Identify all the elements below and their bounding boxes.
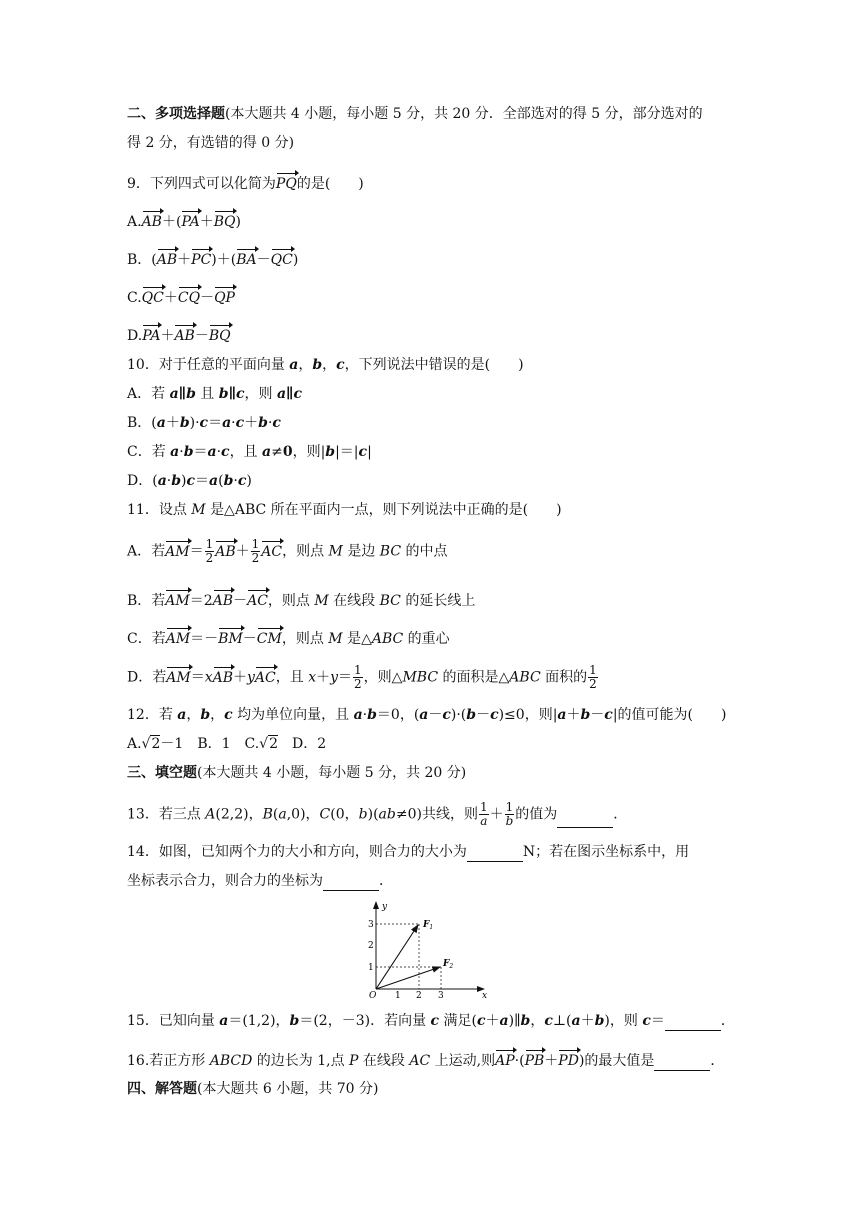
- x-tick-1: 1: [395, 991, 401, 1000]
- x-axis-label: x: [482, 991, 488, 1000]
- y-tick-3: 3: [368, 920, 374, 930]
- force-2-label: $F_2$: [443, 959, 454, 970]
- x-tick-3: 3: [438, 991, 444, 1000]
- question-10-option-c: C．若 a·b＝a·c，且 a≠0，则|b|＝|c|: [127, 444, 372, 460]
- answer-blank: [467, 847, 523, 862]
- section-3-title: 三、填空题: [127, 765, 197, 781]
- question-9-option-c: C.QC＋CQ－QP: [127, 286, 235, 308]
- section-3-desc: (本大题共 4 小题，每小题 5 分，共 20 分): [197, 765, 467, 781]
- question-11-stem: 11．设点 M 是△ABC 所在平面内一点，则下列说法中正确的是( ): [127, 502, 562, 518]
- section-3-header: [127, 763, 466, 783]
- question-9-option-d: D.PA＋AB－BQ: [127, 324, 231, 346]
- question-11-option-d: D．若AM＝xAB＋yAC，且 x＋y＝ $\frac{1}{2}$ ，则△MBC 的面积是△ABC 面积的 $\frac{1}{2}$: [127, 663, 597, 691]
- question-10-option-b: B．(a＋b)·c＝a·c＋b·c: [127, 415, 281, 431]
- y-tick-1: 1: [368, 963, 374, 973]
- question-11-option-c: C．若AM＝－BM－CM，则点 M 是△ABC 的重心: [127, 627, 450, 649]
- section-4-header: [127, 1079, 378, 1099]
- guide-lines: [376, 924, 441, 989]
- section-4-desc: (本大题共 6 小题，共 70 分): [197, 1081, 379, 1097]
- force-2-vector: [376, 967, 440, 989]
- question-9-option-a: A.AB＋(PA＋BQ): [127, 210, 241, 232]
- section-2-desc-line1: (本大题共 4 小题，每小题 5 分，共 20 分．全部选对的得 5 分，部分选对的: [225, 106, 703, 122]
- origin-label: O: [369, 991, 377, 1000]
- answer-blank: [557, 813, 613, 828]
- question-14-line1: 14．如图，已知两个力的大小和方向，则合力的大小为 N；若在图示坐标系中，用: [127, 844, 690, 860]
- section-4-title: 四、解答题: [127, 1081, 197, 1097]
- question-15-stem: 15．已知向量 a＝(1,2)，b＝(2，－3)．若向量 c 满足(c＋a)∥b，c⊥(a＋b)，则 c＝ ．: [127, 1013, 735, 1029]
- question-11-option-b: B．若AM＝2AB－AC，则点 M 在线段 BC 的延长线上: [127, 589, 475, 611]
- question-10-option-d: D．(a·b)c＝a(b·c): [127, 473, 252, 489]
- question-10-option-a: A．若 a∥b 且 b∥c，则 a∥c: [127, 386, 302, 402]
- answer-blank: [665, 1016, 721, 1031]
- question-12-stem: 12．若 a，b，c 均为单位向量，且 a·b＝0，(a－c)·(b－c)≤0，则|a＋b－c|的值可能为( ): [127, 707, 727, 723]
- force-1-vector: [376, 925, 418, 989]
- section-2-desc-line2: 得 2 分，有选错的得 0 分): [127, 135, 295, 151]
- question-13-stem: 13．若三点 A(2,2)，B(a,0)，C(0，b)(ab≠0)共线，则 $\frac{1}{a}$ ＋ $\frac{1}{b}$ 的值为 ．: [127, 800, 628, 828]
- force-1-label: $F_1$: [423, 920, 434, 931]
- question-12-options: A.√2－1 B．1 C.√2 D．2: [127, 736, 327, 752]
- y-axis-label: y: [382, 902, 388, 912]
- x-tick-2: 2: [416, 991, 422, 1000]
- question-14-line2: 坐标表示合力，则合力的坐标为 ．: [127, 873, 393, 889]
- answer-blank: [654, 1056, 710, 1071]
- y-tick-2: 2: [368, 941, 374, 951]
- question-9-option-b: B．(AB＋PC)＋(BA－QC): [127, 248, 298, 270]
- question-11-option-a: A．若AM＝ $\frac{1}{2}$ AB＋ $\frac{1}{2}$ AC，则点 M 是边 BC 的中点: [127, 537, 448, 565]
- question-10-stem: 10．对于任意的平面向量 a，b，c，下列说法中错误的是( ): [127, 357, 524, 373]
- section-2-title: 二、多项选择题: [127, 106, 225, 122]
- question-16-stem: 16.若正方形 ABCD 的边长为 1,点 P 在线段 AC 上运动,则AP·(PB＋PD)的最大值是 ．: [127, 1049, 724, 1071]
- answer-blank: [323, 876, 379, 891]
- force-diagram: [360, 898, 500, 1000]
- question-9-stem: 9．下列四式可以化简为PQ的是( ): [127, 172, 364, 194]
- section-2-header: [127, 104, 703, 124]
